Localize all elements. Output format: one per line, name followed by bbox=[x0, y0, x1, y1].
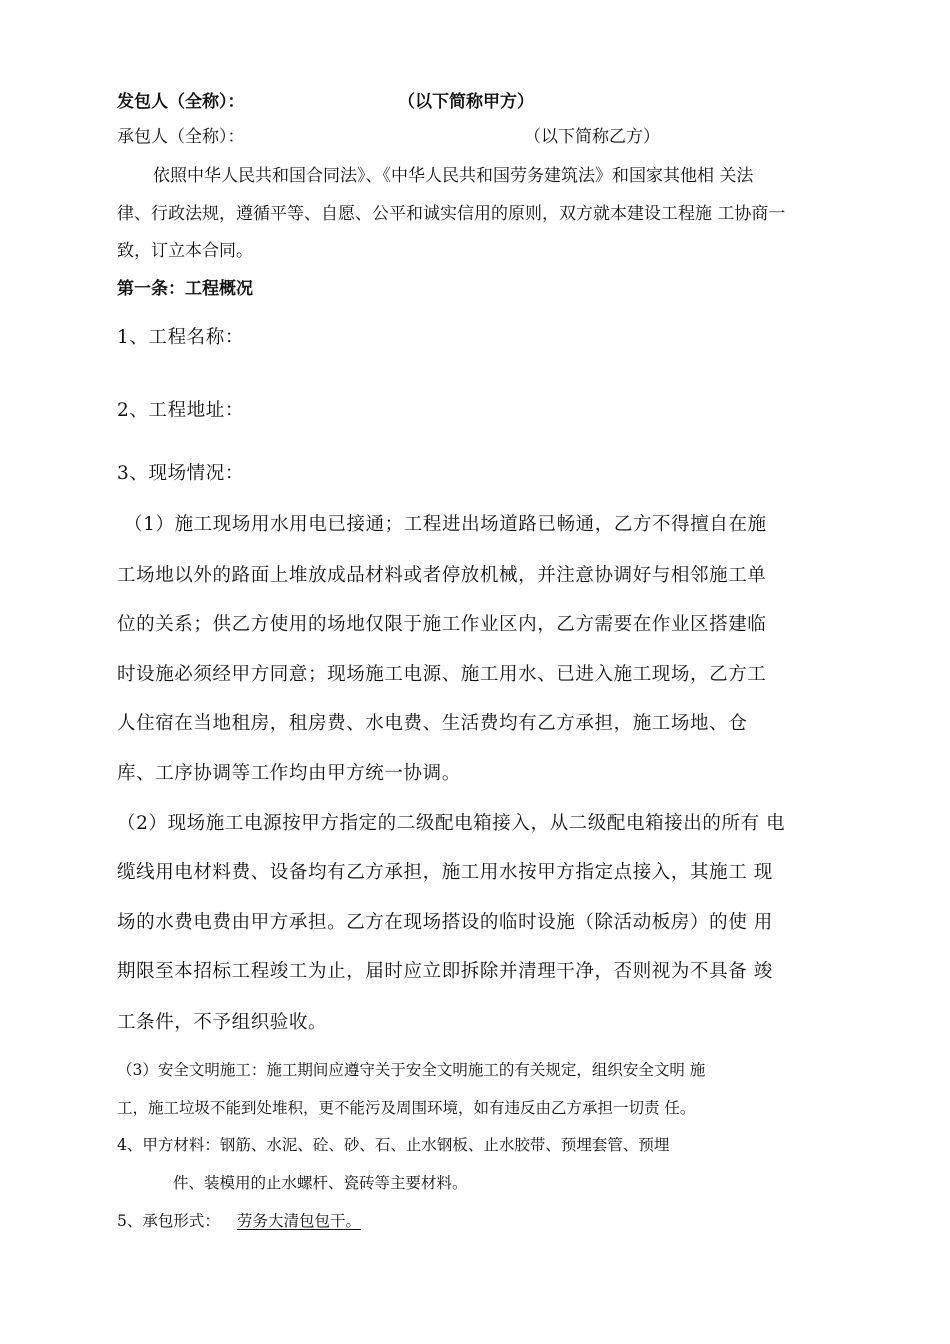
employer-label: 发包人（全称）： bbox=[117, 92, 245, 112]
item-contract-form-value: 劳务大清包包干。 bbox=[237, 1212, 362, 1230]
para1-line: （1）施工现场用水用电已接通；工程进出场道路已畅通，乙方不得擅自在施 bbox=[124, 514, 767, 535]
intro-line: 依照中华人民共和国合同法》、《中华人民共和国劳务建筑法》和国家其他相 关法 bbox=[153, 166, 754, 186]
para1-line: 时设施必须经甲方同意；现场施工电源、施工用水、已进入施工现场，乙方工 bbox=[117, 664, 767, 685]
para1-line: 库、工序协调等工作均由甲方统一协调。 bbox=[117, 763, 461, 784]
para2-line: 缆线用电材料费、设备均有乙方承担，施工用水按甲方指定点接入，其施工 现 bbox=[117, 862, 773, 883]
para3-line: 工，施工垃圾不能到处堆积，更不能污及周围环境，如有违反由乙方承担一切责 任。 bbox=[117, 1099, 696, 1117]
intro-line: 律、行政法规，遵循平等、自愿、公平和诚实信用的原则，双方就本建设工程施 工协商一 bbox=[117, 204, 786, 224]
para1-line: 工场地以外的路面上堆放成品材料或者停放机械，并注意协调好与相邻施工单 bbox=[117, 565, 767, 586]
item-contract-form-label: 5、承包形式： bbox=[117, 1212, 220, 1230]
para1-line: 人住宿在当地租房，租房费、水电费、生活费均有乙方承担，施工场地、仓 bbox=[117, 713, 748, 734]
item-project-address: 2、工程地址： bbox=[117, 400, 244, 421]
contractor-suffix: （以下简称乙方） bbox=[524, 127, 660, 147]
para2-line: 场的水费电费由甲方承担。乙方在现场搭设的临时设施（除活动板房）的使 用 bbox=[117, 912, 773, 933]
item-owner-materials: 4、甲方材料：钢筋、水泥、砼、砂、石、止水钢板、止水胶带、预埋套管、预埋 bbox=[117, 1136, 670, 1154]
para1-line: 位的关系；供乙方使用的场地仅限于施工作业区内，乙方需要在作业区搭建临 bbox=[117, 614, 767, 635]
item-owner-materials-cont: 件、装模用的止水螺杆、瓷砖等主要材料。 bbox=[173, 1174, 468, 1192]
employer-suffix: （以下简称甲方） bbox=[398, 92, 534, 112]
article-title: 第一条：工程概况 bbox=[117, 279, 253, 299]
para2-line: 工条件，不予组织验收。 bbox=[117, 1012, 328, 1033]
contractor-label: 承包人（全称）： bbox=[117, 127, 245, 147]
item-project-name: 1、工程名称： bbox=[117, 327, 244, 348]
item-site-conditions: 3、现场情况： bbox=[117, 463, 244, 484]
para2-line: （2）现场施工电源按甲方指定的二级配电箱接入，从二级配电箱接出的所有 电 bbox=[117, 813, 786, 834]
para3-line: （3）安全文明施工：施工期间应遵守关于安全文明施工的有关规定，组织安全文明 施 bbox=[117, 1061, 706, 1079]
para2-line: 期限至本招标工程竣工为止，届时应立即拆除并清理干净，否则视为不具备 竣 bbox=[117, 961, 773, 982]
intro-line: 致，订立本合同。 bbox=[117, 241, 253, 261]
